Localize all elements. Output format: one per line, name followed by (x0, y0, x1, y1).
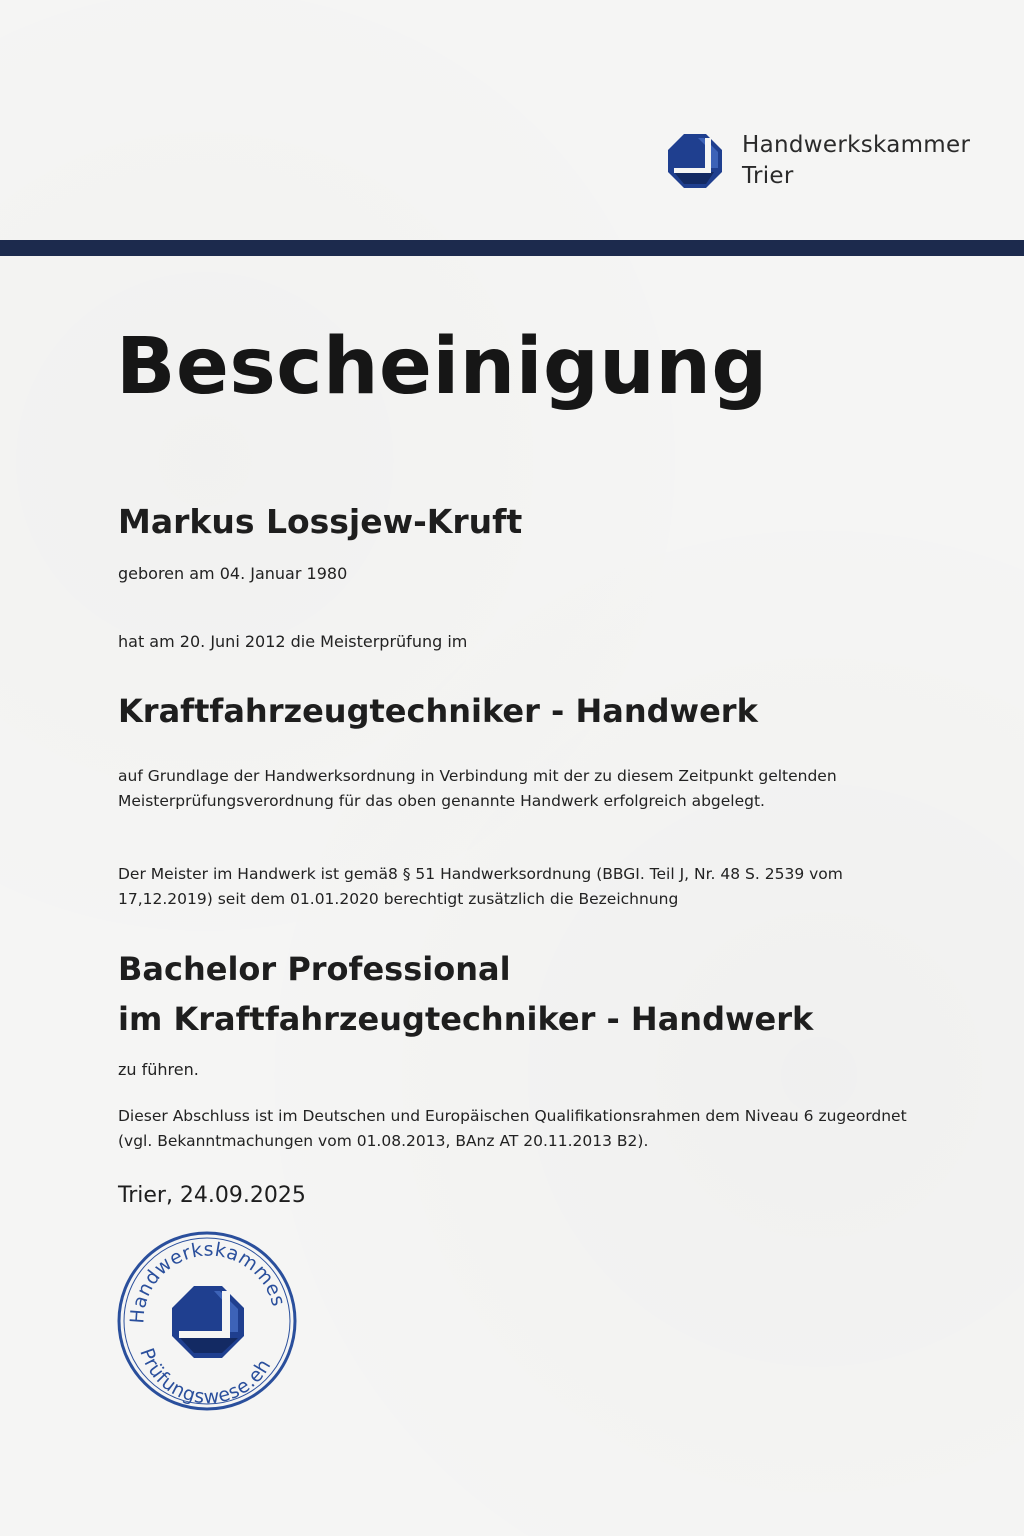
dqr-line-2: (vgl. Bekanntmachungen vom 01.08.2013, BAnz AT 20.11.2013 B2). (118, 1132, 649, 1150)
basis-paragraph (118, 764, 938, 814)
seal-top-text: Handwerkskammes (126, 1238, 290, 1325)
hwk-logo-icon (668, 134, 722, 188)
degree-line-1: Bachelor Professional (118, 950, 511, 988)
degree-heading (118, 944, 813, 1044)
recipient-name: Markus Lossjew-Kruft (118, 502, 523, 541)
seal-bottom-text: Prüfungswese.eh (135, 1345, 276, 1409)
trade-heading: Kraftfahrzeugtechniker - Handwerk (118, 692, 758, 730)
exam-line: hat am 20. Juni 2012 die Meisterprüfung im (118, 632, 468, 651)
official-seal (114, 1228, 300, 1414)
basis-line-1: auf Grundlage der Handwerksordnung in Verbindung mit der zu diesem Zeitpunkt geltenden (118, 767, 837, 785)
birth-line: geboren am 04. Januar 1980 (118, 564, 348, 583)
dqr-paragraph (118, 1104, 938, 1154)
basis-line-2: Meisterprüfungsverordnung für das oben genannte Handwerk erfolgreich abgelegt. (118, 792, 765, 810)
org-name (742, 130, 970, 192)
document-title: Bescheinigung (116, 322, 768, 412)
place-date: Trier, 24.09.2025 (118, 1183, 306, 1208)
header-logo (668, 130, 970, 192)
org-name-line2: Trier (742, 163, 794, 189)
degree-line-2: im Kraftfahrzeugtechniker - Handwerk (118, 1000, 814, 1038)
legal-line-1: Der Meister im Handwerk ist gemä8 § 51 Handwerksordnung (BBGI. Teil J, Nr. 48 S. 2539 vom (118, 865, 843, 883)
to-lead-line: zu führen. (118, 1060, 199, 1079)
org-name-line1: Handwerkskammer (742, 132, 971, 158)
hwk-seal-logo-icon (172, 1286, 244, 1358)
header-divider (0, 240, 1024, 256)
dqr-line-1: Dieser Abschluss ist im Deutschen und Europäischen Qualifikationsrahmen dem Niveau 6 zugeordnet (118, 1107, 907, 1125)
legal-line-2: 17,12.2019) seit dem 01.01.2020 berechtigt zusätzlich die Bezeichnung (118, 890, 679, 908)
legal-paragraph (118, 862, 938, 912)
